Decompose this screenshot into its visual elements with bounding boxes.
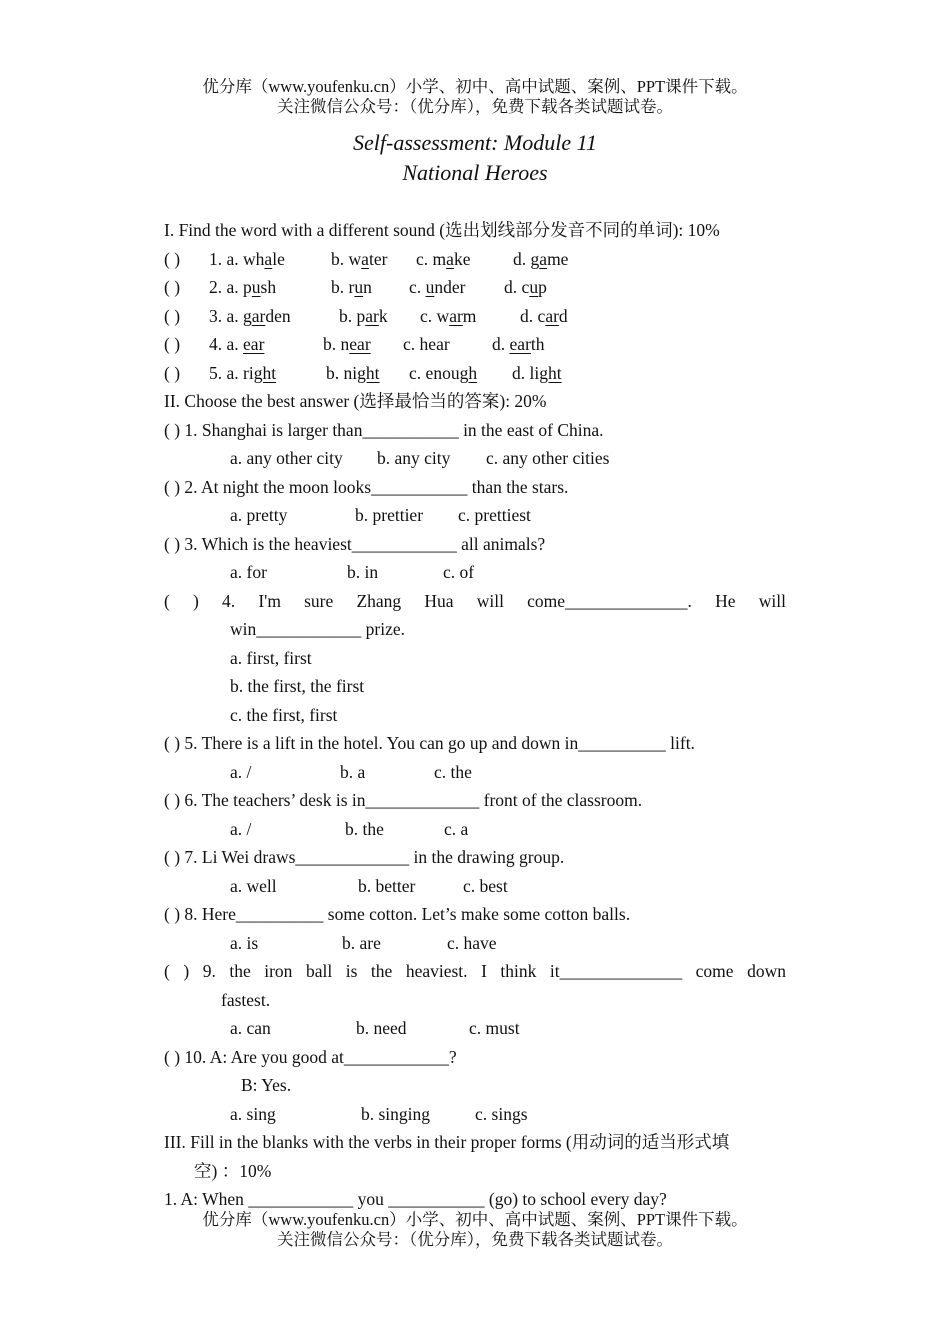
answer-paren: ( ) [164, 277, 181, 297]
item-number: 2. a. [209, 277, 244, 297]
option-c: c. sings [475, 1103, 528, 1124]
word-option: c. hear [403, 334, 450, 354]
question-6: ( ) 6. The teachers’ desk is in_____________ front of the classroom. [164, 790, 643, 810]
sound-item-4 [164, 330, 786, 359]
option-a: a. / [230, 818, 252, 839]
underlined-sound: ar [365, 305, 379, 326]
word: down [747, 961, 786, 981]
item-number: 3. a. [209, 305, 244, 326]
word-option: d. card [520, 305, 568, 326]
sound-item-5 [164, 359, 786, 388]
option-c: c. have [447, 932, 497, 953]
word-option: c. enough [409, 362, 478, 383]
option-a: a. well [230, 875, 277, 896]
word-option: push [243, 277, 277, 297]
footer-line-1: 优分库（www.youfenku.cn）小学、初中、高中试题、案例、PPT课件下载。 [202, 1210, 748, 1229]
word: think [500, 961, 537, 981]
sound-item-3 [164, 302, 786, 331]
word: ) [193, 590, 199, 611]
option-c: c. a [444, 818, 469, 839]
word: Hua [424, 590, 454, 611]
option-a: a. for [230, 562, 267, 582]
question-7-options [164, 872, 786, 901]
underlined-sound: a [264, 248, 273, 269]
underlined-sound: a [361, 248, 369, 269]
option-b: b. a [340, 761, 366, 782]
page-footer [0, 1210, 950, 1250]
question-5: ( ) 5. There is a lift in the hotel. You can go up and down in__________ lift. [164, 733, 695, 753]
question-2: ( ) 2. At night the moon looks___________ than the stars. [164, 476, 569, 497]
word: Zhang [356, 590, 402, 611]
item-number: 1. a. [209, 248, 244, 269]
sound-item-1 [164, 245, 786, 274]
underlined-sound: a [446, 248, 454, 269]
section-3-heading-line-2: 空) ：10% [194, 1160, 272, 1181]
word-option: b. near [323, 334, 371, 354]
underlined-sound: ar [449, 305, 463, 326]
option-b: b. in [347, 562, 379, 582]
word-option [243, 330, 323, 359]
underlined-sound: ar [545, 305, 559, 326]
exercise-content [164, 216, 786, 1214]
underlined-sound: u [425, 277, 435, 297]
option-b: b. singing [361, 1103, 431, 1124]
word-option: c. under [409, 277, 466, 297]
question-7: ( ) 7. Li Wei draws_____________ in the drawing group. [164, 847, 565, 867]
underlined-sound: a [539, 248, 548, 269]
option-c: c. must [469, 1018, 520, 1038]
answer-paren: ( ) [164, 334, 181, 354]
option-a: a. sing [230, 1103, 276, 1124]
word-option: b. run [331, 277, 372, 297]
underlined-sound: u [529, 277, 539, 297]
question-3: ( ) 3. Which is the heaviest____________ all animals? [164, 533, 546, 554]
option-b: b. the [345, 818, 384, 839]
question-5-options [164, 758, 786, 787]
option-b: b. better [358, 875, 416, 896]
document-title [0, 128, 950, 188]
word: come______________. [527, 590, 692, 611]
word: the [370, 961, 393, 981]
question-10-options [164, 1100, 786, 1129]
answer-paren: ( ) [164, 362, 181, 383]
word: it______________ [549, 961, 683, 981]
word: ( [164, 961, 170, 981]
underlined-sound: ar [251, 305, 266, 326]
option-a: a. pretty [230, 505, 288, 525]
word-option: b. water [331, 248, 388, 269]
option-c: c. prettiest [458, 505, 531, 525]
question-4-continuation: win____________ prize. [230, 619, 405, 639]
question-10: ( ) 10. A: Are you good at____________? [164, 1046, 457, 1067]
question-3-options [164, 558, 786, 587]
word: ball [305, 961, 333, 981]
word: the [229, 961, 251, 981]
option-b: b. need [356, 1018, 407, 1038]
option-a: a. any other city [230, 448, 343, 468]
word: 9. [202, 961, 216, 981]
option-b: b. are [342, 932, 381, 953]
word: He [715, 590, 736, 611]
word: ) [183, 961, 190, 981]
word: will [758, 590, 786, 611]
section-3-question-1: 1. A: When ____________ you ___________ (go) to school every day? [164, 1189, 667, 1209]
section-3-heading-line-1: III. Fill in the blanks with the verbs in their proper forms (用动词的适当形式填 [164, 1132, 730, 1152]
word-option: d. cup [504, 277, 547, 297]
word: sure [304, 590, 334, 611]
word-option: c. warm [420, 305, 477, 326]
underlined-sound: ght [253, 362, 277, 383]
underlined-sound: ear [509, 334, 531, 354]
word-option: b. night [326, 362, 380, 383]
question-8-options [164, 929, 786, 958]
underlined-sound: ear [349, 334, 371, 354]
option-b: b. any city [377, 448, 451, 468]
question-6-options [164, 815, 786, 844]
underlined-sound: u [251, 277, 261, 297]
underlined-sound: ear [243, 334, 265, 354]
answer-paren: ( ) [164, 248, 181, 269]
word-option: c. make [416, 248, 471, 269]
header-line-2: 关注微信公众号：（优分库），免费下载各类试题试卷。 [277, 97, 673, 116]
word: heaviest. [405, 961, 468, 981]
question-1-options [164, 444, 786, 473]
word-option: d. light [512, 362, 562, 383]
word: ( [164, 590, 170, 611]
question-8: ( ) 8. Here__________ some cotton. Let’s make some cotton balls. [164, 904, 631, 924]
word-option: right [243, 362, 277, 383]
underlined-sound: ght [357, 362, 380, 383]
word: will [476, 590, 504, 611]
footer-line-2: 关注微信公众号：（优分库），免费下载各类试题试卷。 [277, 1230, 673, 1249]
option-a: a. / [230, 761, 252, 782]
question-2-options [164, 501, 786, 530]
item-number: 4. a. [209, 334, 244, 354]
underlined-sound: gh [459, 362, 478, 383]
sound-item-2 [164, 273, 786, 302]
word: is [345, 961, 358, 981]
title-line-1: Self-assessment: Module 11 [353, 130, 597, 155]
option-c: c. of [443, 562, 475, 582]
question-1: ( ) 1. Shanghai is larger than___________ in the east of China. [164, 419, 604, 440]
word: I [481, 961, 487, 981]
word: come [695, 961, 734, 981]
question-4-option-a: a. first, first [230, 647, 312, 668]
question-9 [164, 957, 786, 986]
question-9-options [164, 1014, 786, 1043]
question-10-reply: B: Yes. [241, 1075, 292, 1095]
word-option: b. park [339, 305, 388, 326]
question-4-option-b: b. the first, the first [230, 676, 365, 696]
word: 4. [222, 590, 236, 611]
answer-paren: ( ) [164, 305, 181, 326]
option-a: a. is [230, 932, 259, 953]
section-1-heading: I. Find the word with a different sound (选出划线部分发音不同的单词): 10% [164, 220, 720, 240]
question-4-option-c: c. the first, first [230, 704, 338, 725]
title-line-2: National Heroes [402, 160, 548, 185]
option-c: c. the [434, 761, 472, 782]
underlined-sound: u [354, 277, 364, 297]
underlined-sound: ght [539, 362, 562, 383]
word-option: d. game [513, 248, 569, 269]
word-option: garden [243, 305, 291, 326]
word-option: whale [243, 248, 285, 269]
word: iron [264, 961, 293, 981]
option-b: b. prettier [355, 505, 424, 525]
item-number: 5. a. [209, 362, 244, 383]
header-line-1: 优分库（www.youfenku.cn）小学、初中、高中试题、案例、PPT课件下载。 [202, 77, 748, 96]
question-4 [164, 587, 786, 616]
word: I'm [258, 590, 281, 611]
word-option: d. earth [492, 334, 545, 354]
option-c: c. any other cities [486, 448, 610, 468]
section-2-heading: II. Choose the best answer (选择最恰当的答案): 20% [164, 391, 547, 411]
option-a: a. can [230, 1018, 271, 1038]
question-9-continuation: fastest. [221, 989, 271, 1010]
option-c: c. best [463, 875, 508, 896]
page-header [0, 77, 950, 117]
section-1-items [164, 245, 786, 388]
